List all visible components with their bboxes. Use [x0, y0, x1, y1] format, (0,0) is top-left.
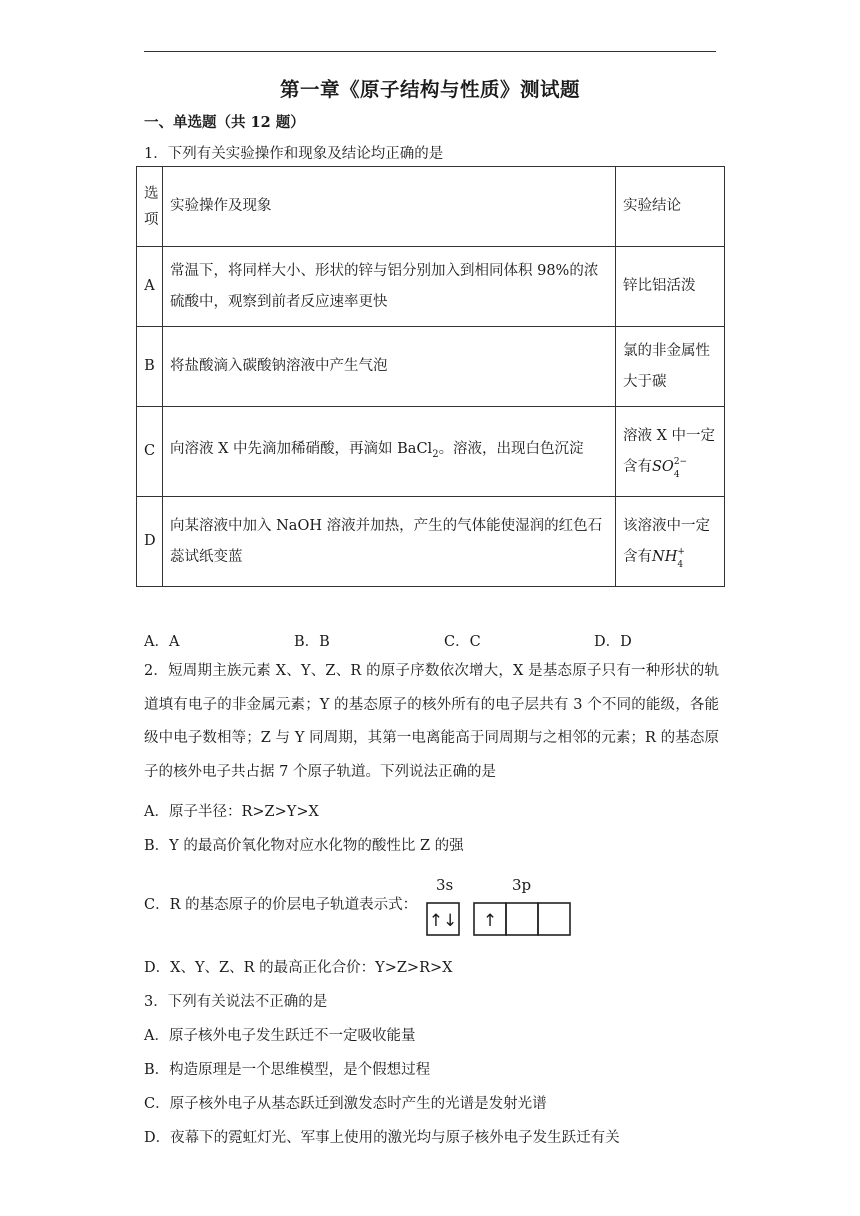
table-row: [137, 247, 725, 327]
table-header-row: [137, 167, 725, 247]
row-option: C: [137, 407, 163, 497]
ion-subscript: 4: [677, 559, 684, 570]
row-operation: 向某溶液中加入 NaOH 溶液并加热，产生的气体能使湿润的红色石蕊试纸变蓝: [163, 497, 616, 587]
q1-options: [144, 630, 704, 650]
table-row: [137, 407, 725, 497]
q2-option-d[interactable]: D．X、Y、Z、R 的最高正化合价：Y>Z>R>X: [144, 960, 453, 976]
q3-option-d[interactable]: D．夜幕下的霓虹灯光、军事上使用的激光均与原子核外电子发生跃迁有关: [144, 1130, 620, 1146]
orbital-label-3p: 3p: [512, 876, 532, 894]
q1-option-c[interactable]: C．C: [444, 634, 481, 650]
q2-option-a[interactable]: A．原子半径：R>Z>Y>X: [144, 804, 319, 820]
orbital-label-3s: 3s: [436, 876, 454, 894]
q1-stem: 1．下列有关实验操作和现象及结论均正确的是: [144, 146, 444, 162]
q3-option-b[interactable]: B．构造原理是一个思维模型，是个假想过程: [144, 1062, 431, 1078]
orbital-diagram: [424, 875, 574, 939]
q2-option-c[interactable]: C．R 的基态原子的价层电子轨道表示式：: [144, 897, 418, 913]
table-row: [137, 497, 725, 587]
ammonium-ion: [652, 542, 685, 573]
op-subscript: 2: [432, 448, 439, 460]
section-heading: 一、单选题（共 12 题）: [144, 114, 305, 131]
page-title: 第一章《原子结构与性质》测试题: [279, 78, 580, 101]
sulfate-ion: [652, 452, 688, 483]
orbital-box-3p-3: [538, 903, 570, 935]
row-operation: 常温下，将同样大小、形状的锌与铝分别加入到相同体积 98%的浓硫酸中，观察到前者反应速率更快: [163, 247, 616, 327]
ion-symbol: SO: [652, 458, 674, 475]
ion-subscript: 4: [673, 469, 680, 480]
ion-charge: 2−: [673, 456, 688, 467]
row-operation: 将盐酸滴入碳酸钠溶液中产生气泡: [163, 327, 616, 407]
row-conclusion: [616, 497, 725, 587]
concl-text: 溶液 X 中一定含有: [623, 427, 716, 475]
orbital-box-3p-2: [506, 903, 538, 935]
q3-option-c[interactable]: C．原子核外电子从基态跃迁到激发态时产生的光谱是发射光谱: [144, 1096, 547, 1112]
q2-stem: 2．短周期主族元素 X、Y、Z、R 的原子序数依次增大，X 是基态原子只有一种形状的轨道填有电子的非金属元素；Y 的基态原子的核外所有的电子层共有 3 个不同的能级，各能级中电子数相等；Z 与 Y 同周期，其第一电离能高于同周期与之相邻的元素；R 的基态原子的核外电子共占据 7 个原子轨道。下列说法正确的是: [144, 663, 719, 780]
row-conclusion: [616, 407, 725, 497]
q1-option-b[interactable]: B．B: [294, 634, 330, 650]
op-text: 。溶液，出现白色沉淀: [438, 440, 584, 457]
op-text: 向溶液 X 中先滴加稀硝酸，再滴如 BaCl: [170, 440, 433, 457]
orbital-arrows-3s: ↑↓: [428, 911, 458, 931]
header-conclusion: 实验结论: [616, 167, 725, 247]
row-conclusion: 锌比铝活泼: [616, 247, 725, 327]
row-option: B: [137, 327, 163, 407]
top-rule: [144, 51, 716, 52]
concl-text: 该溶液中一定含有: [623, 517, 710, 565]
q1-option-a[interactable]: A．A: [144, 634, 180, 650]
q2-option-b[interactable]: B．Y 的最高价氧化物对应水化物的酸性比 Z 的强: [144, 838, 464, 854]
q1-option-d[interactable]: D．D: [594, 634, 632, 650]
row-operation: [163, 407, 616, 497]
row-option: A: [137, 247, 163, 327]
header-operation: 实验操作及现象: [163, 167, 616, 247]
q3-stem: 3．下列有关说法不正确的是: [144, 994, 328, 1010]
orbital-arrow-3p-1: ↑: [482, 911, 498, 931]
q3-option-a[interactable]: A．原子核外电子发生跃迁不一定吸收能量: [144, 1028, 416, 1044]
q1-table: [136, 166, 725, 587]
ion-charge: +: [677, 546, 685, 557]
header-option: 选项: [137, 167, 163, 247]
table-row: [137, 327, 725, 407]
row-option: D: [137, 497, 163, 587]
ion-symbol: NH: [652, 548, 678, 565]
row-conclusion: 氯的非金属性大于碳: [616, 327, 725, 407]
